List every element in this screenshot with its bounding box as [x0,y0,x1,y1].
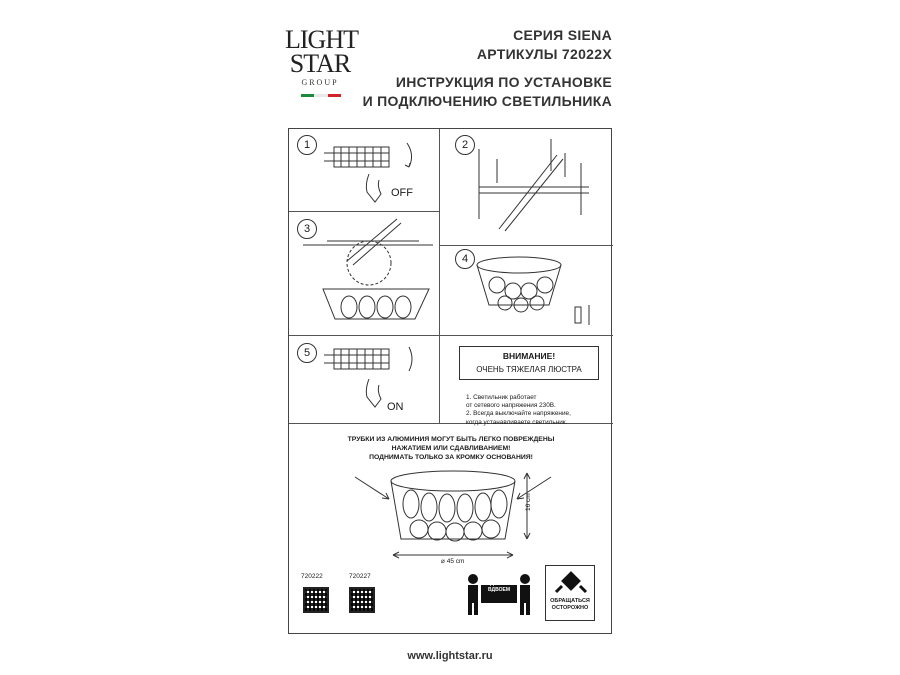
two-person-lift-icon [459,569,539,619]
alert-line-3: ПОДНИМАТЬ ТОЛЬКО ЗА КРОМКУ ОСНОВАНИЯ! [369,454,533,461]
mounting-illustration-3 [289,211,439,335]
chandelier-illustration-4 [439,245,613,335]
handling-alert [333,435,569,462]
title-line-1: ИНСТРУКЦИЯ ПО УСТАНОВКЕ [395,74,612,90]
care-sign-line-1: ОБРАЩАТЬСЯ [550,598,590,604]
note-1b: от сетевого напряжения 230В. [466,402,556,410]
care-sign-text [546,598,594,612]
series-name: СЕРИЯ SIENA [513,27,612,43]
mounting-bracket-illustration [439,129,613,245]
lift-sign-line-1: ПОДНИМАТЬ [482,581,516,587]
brand-logo [285,25,358,87]
height-label: 16 cm [525,493,532,511]
article-numbers: АРТИКУЛЫ 72022X [476,46,612,62]
step-number-5: 5 [297,343,317,363]
step-number-3: 3 [297,219,317,239]
switch-off-label: OFF [391,187,413,199]
alert-line-1: ТРУБКИ ИЗ АЛЮМИНИЯ МОГУТ БЫТЬ ЛЕГКО ПОВРЕЖДЕНЫ [347,436,555,443]
handle-with-care-box [545,565,595,621]
logo-line-3: GROUP [301,78,339,87]
safety-notes [466,394,611,427]
step-number-1: 1 [297,135,317,155]
diameter-label: ⌀ 45 cm [441,558,465,565]
switch-on-label: ON [387,401,404,413]
heavy-warning-box [459,346,599,380]
lift-sign-line-2: ВДВОЕМ [488,587,510,593]
fragile-icon [546,568,596,598]
lift-sign-text [482,581,516,593]
instruction-sheet [288,128,612,634]
italian-flag-icon [301,94,341,97]
note-2a: 2. Всегда выключайте напряжение, [466,410,571,418]
warning-title: ВНИМАНИЕ! [502,351,556,361]
series-header [477,26,612,64]
step-number-2: 2 [455,135,475,155]
care-sign-line-2: ОСТОРОЖНО [551,605,589,611]
note-1a: 1. Светильник работает [466,394,537,401]
warning-text: ОЧЕНЬ ТЯЖЕЛАЯ ЛЮСТРА [476,365,582,374]
step-number-4: 4 [455,249,475,269]
logo-line-2: STAR [289,49,351,78]
article-code-1: 720222 [301,573,323,580]
article-code-2: 720227 [349,573,371,580]
note-2b: когда устанавливаете светильник. [466,418,568,426]
terminal-block-illustration-1 [289,129,439,211]
alert-line-2: НАЖАТИЕМ ИЛИ СДАВЛИВАНИЕМ! [391,445,511,452]
instruction-title [363,73,612,111]
terminal-block-illustration-5 [289,335,439,423]
qr-code-icon [303,587,329,613]
qr-code-icon [349,587,375,613]
title-line-2: И ПОДКЛЮЧЕНИЮ СВЕТИЛЬНИКА [362,93,612,109]
logo-line-1: LIGHT [285,25,358,54]
grid-divider [439,335,613,336]
website-url[interactable]: www.lightstar.ru [407,650,493,662]
